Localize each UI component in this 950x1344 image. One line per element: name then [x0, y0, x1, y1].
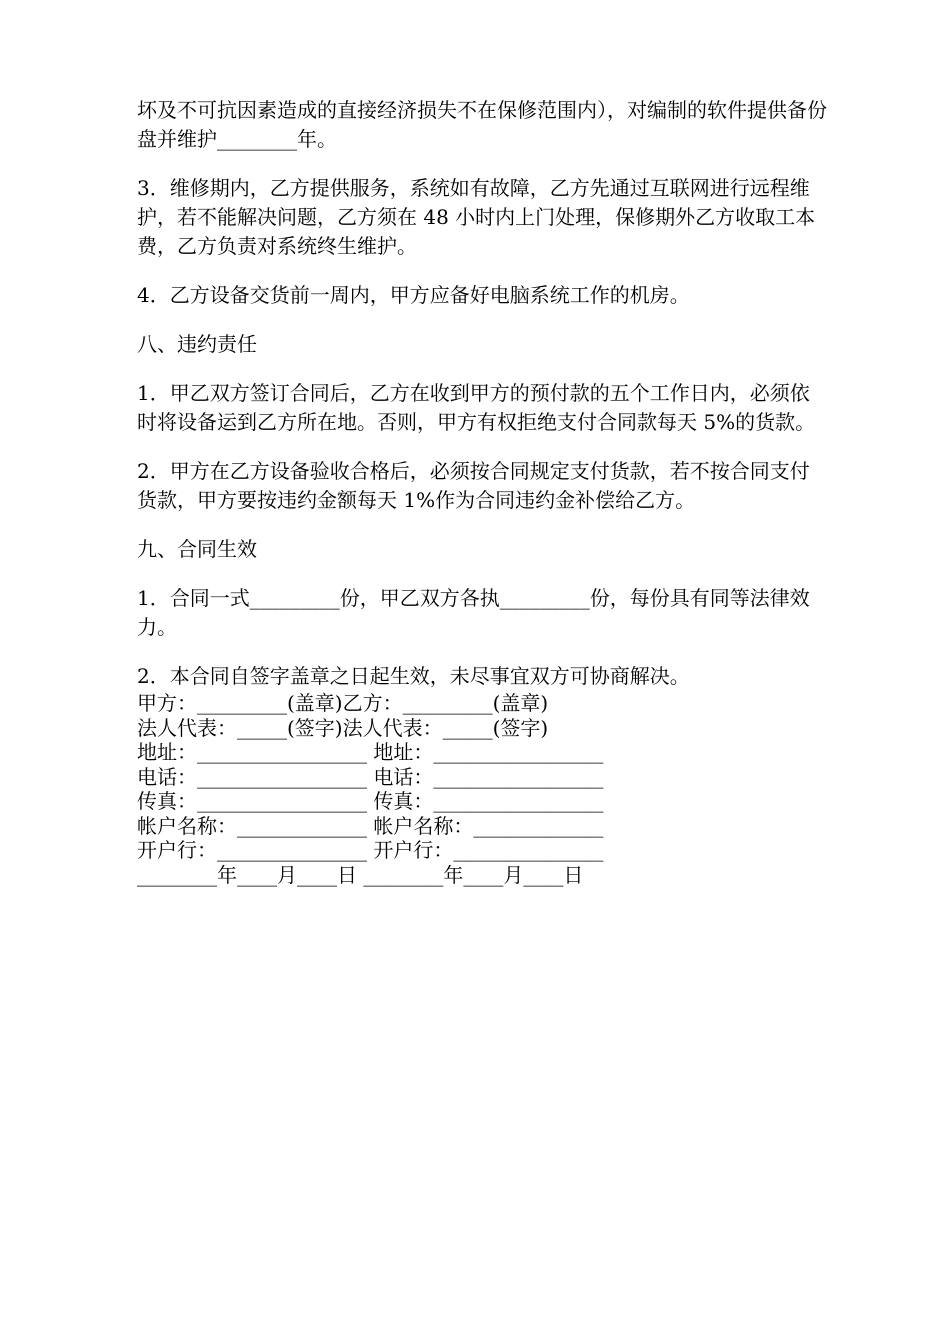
signature-line-date: ________年____月____日 ________年____月____日: [137, 862, 584, 887]
signature-line-legal-rep: 法人代表：_____(签字)法人代表：_____(签字): [137, 715, 549, 740]
signature-line-account-name: 帐户名称：_____________ 帐户名称：_____________: [137, 813, 604, 838]
effect-clause-1: 1．合同一式_________份，甲乙双方各执_________份，每份具有同等法律效力。: [137, 586, 810, 639]
paragraph-delivery-preparation: 4．乙方设备交货前一周内，甲方应备好电脑系统工作的机房。: [137, 283, 690, 307]
signature-block: [137, 691, 827, 887]
signature-line-fax: 传真：_________________ 传真：_________________: [137, 789, 604, 813]
effect-clause-2: 2．本合同自签字盖章之日起生效，未尽事宜双方可协商解决。: [137, 664, 690, 688]
breach-clause-1: 1．甲乙双方签订合同后，乙方在收到甲方的预付款的五个工作日内，必须依时将设备运到乙方所在地。否则，甲方有权拒绝支付合同款每天 5%的货款。: [137, 381, 816, 434]
document-body: [137, 96, 827, 887]
paragraph-warranty-scope: 坏及不可抗因素造成的直接经济损失不在保修范围内），对编制的软件提供备份盘并维护________年。: [137, 98, 827, 151]
section-heading-contract-effect: 九、合同生效: [137, 537, 257, 561]
section-heading-breach-liability: 八、违约责任: [137, 332, 257, 356]
signature-line-phone: 电话：_________________ 电话：_________________: [137, 764, 604, 789]
signature-line-party-seal: 甲方：_________(盖章)乙方：_________(盖章): [137, 691, 549, 715]
paragraph-maintenance-period: 3．维修期内，乙方提供服务，系统如有故障，乙方先通过互联网进行远程维护，若不能解决问题，乙方须在 48 小时内上门处理，保修期外乙方收取工本费，乙方负责对系统终生维护。: [137, 176, 816, 258]
signature-line-address: 地址：_________________ 地址：_________________: [137, 740, 604, 764]
breach-clause-2: 2．甲方在乙方设备验收合格后，必须按合同规定支付货款，若不按合同支付货款，甲方要按违约金额每天 1%作为合同违约金补偿给乙方。: [137, 459, 810, 512]
signature-line-bank: 开户行：_______________ 开户行：_______________: [137, 838, 604, 862]
